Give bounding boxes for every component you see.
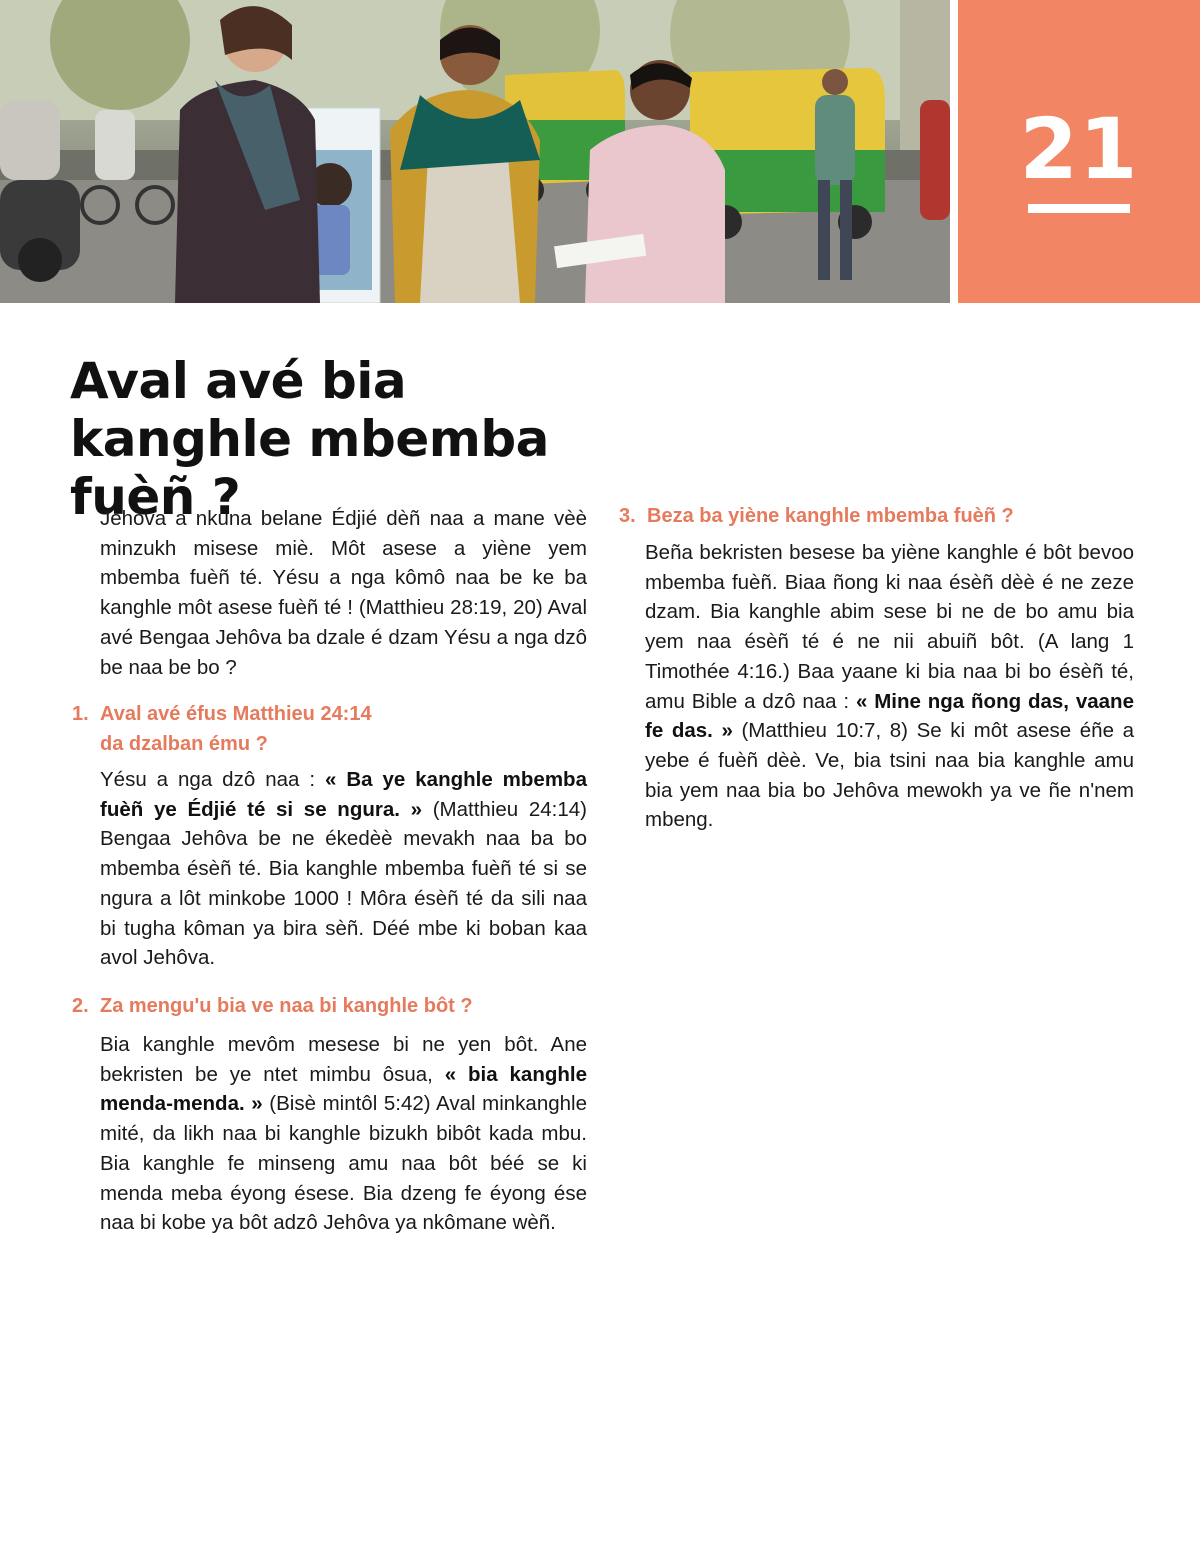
question-3-bold-quote: « Mine nga ñong das, vaane fe das. » (645, 689, 1134, 743)
question-2-heading-text: Za mengu'u bia ve naa bi kanghle bôt ? (100, 995, 473, 1017)
question-3-paragraph (645, 538, 1134, 835)
question-3-heading (619, 502, 1159, 532)
question-1-text-before: Yésu a nga dzô naa : (100, 768, 325, 791)
question-2-text-before: Bia kanghle mevôm mesese bi ne yen bôt. Ane bekristen be ye ntet mimbu ôsua, (100, 1033, 587, 1086)
lesson-number-badge (958, 0, 1200, 303)
lesson-number: 21 (1019, 100, 1139, 198)
page-title: Aval avé bia kanghle mbemba fuèñ ? (70, 352, 549, 526)
street-witnessing-photo (0, 0, 950, 303)
left-column (100, 504, 587, 682)
question-2-bold-quote: « bia kanghle menda-menda. » (100, 1062, 587, 1116)
question-1-bold-quote: « Ba ye kanghle mbemba fuèñ ye Édjié té si se ngura. » (100, 768, 587, 821)
question-3-body (645, 538, 1134, 835)
question-2-paragraph (100, 1030, 587, 1238)
question-2-body (100, 1030, 587, 1238)
question-2-number: 2. (72, 995, 89, 1017)
question-1-heading-line1: Aval avé éfus Matthieu 24:14 (100, 703, 372, 725)
lesson-number-underline (1028, 204, 1130, 213)
question-1-paragraph (100, 765, 587, 973)
question-2-heading (72, 992, 592, 1022)
intro-paragraph: Jehôva a nkuna belane Édjié dèñ naa a mane vèè minzukh misese miè. Môt asese a yiène yem mbemba fuèñ té. Yésu a nga kômô naa be ke ba kanghle môt asese fuèñ té ! (Matthieu 28:19, 20) Aval avé Bengaa Jehôva ba dzale é dzam Yésu a nga dzô be naa be bo ? (100, 507, 587, 679)
question-1-heading-line2: da dzalban ému ? (100, 732, 268, 755)
question-1-body (100, 765, 587, 973)
question-3-heading-text: Beza ba yiène kanghle mbemba fuèñ ? (647, 505, 1014, 527)
question-1-number: 1. (72, 703, 89, 725)
question-2-text-after: (Bisè mintôl 5:42) Aval minkanghle mité, da likh naa bi kanghle bizukh bibôt kada mbu. Bia kanghle fe minseng amu naa bôt béé se ki menda meba éyong ésese. Bia dzeng fe éyong ése naa bi kobe ya bôt adzô Jehôva ya nkômane wèñ. (100, 1092, 587, 1235)
question-1-text-after: (Matthieu 24:14) Bengaa Jehôva be ne ékedèè mevakh naa ba bo mbemba ésèñ té. Bia kanghle mbemba fuèñ té si se ngura a lôt minkobe 1000 ! Môra ésèñ té da sili naa bi tugha kôman ya bira sèñ. Déé mbe ki boban kaa avol Jehôva. (100, 797, 587, 970)
question-3-text-after: (Matthieu 10:7, 8) Se ki môt asese éñe a yebe é fuèñ dèè. Ve, bia tsini naa bia kanghle amu bia yem naa bia bo Jehôva mewokh ya ve ñe n'nem mbeng. (645, 719, 1134, 832)
question-3-number: 3. (619, 505, 636, 527)
photo-illustration (0, 0, 950, 303)
question-1-heading (72, 700, 592, 759)
question-3-text-before: Beña bekristen besese ba yiène kanghle é bôt bevoo mbemba fuèñ. Biaa ñong ki naa ésèñ dèè é ne zeze dzam. Bia kanghle abim sese bi ne de bo amu bia yem naa ésèñ té é ne nii abuiñ bôt. (A lang 1 Timothée 4:16.) Baa yaane ki bia naa bi bo ésèñ té, amu Bible a dzô naa : (645, 541, 1134, 713)
